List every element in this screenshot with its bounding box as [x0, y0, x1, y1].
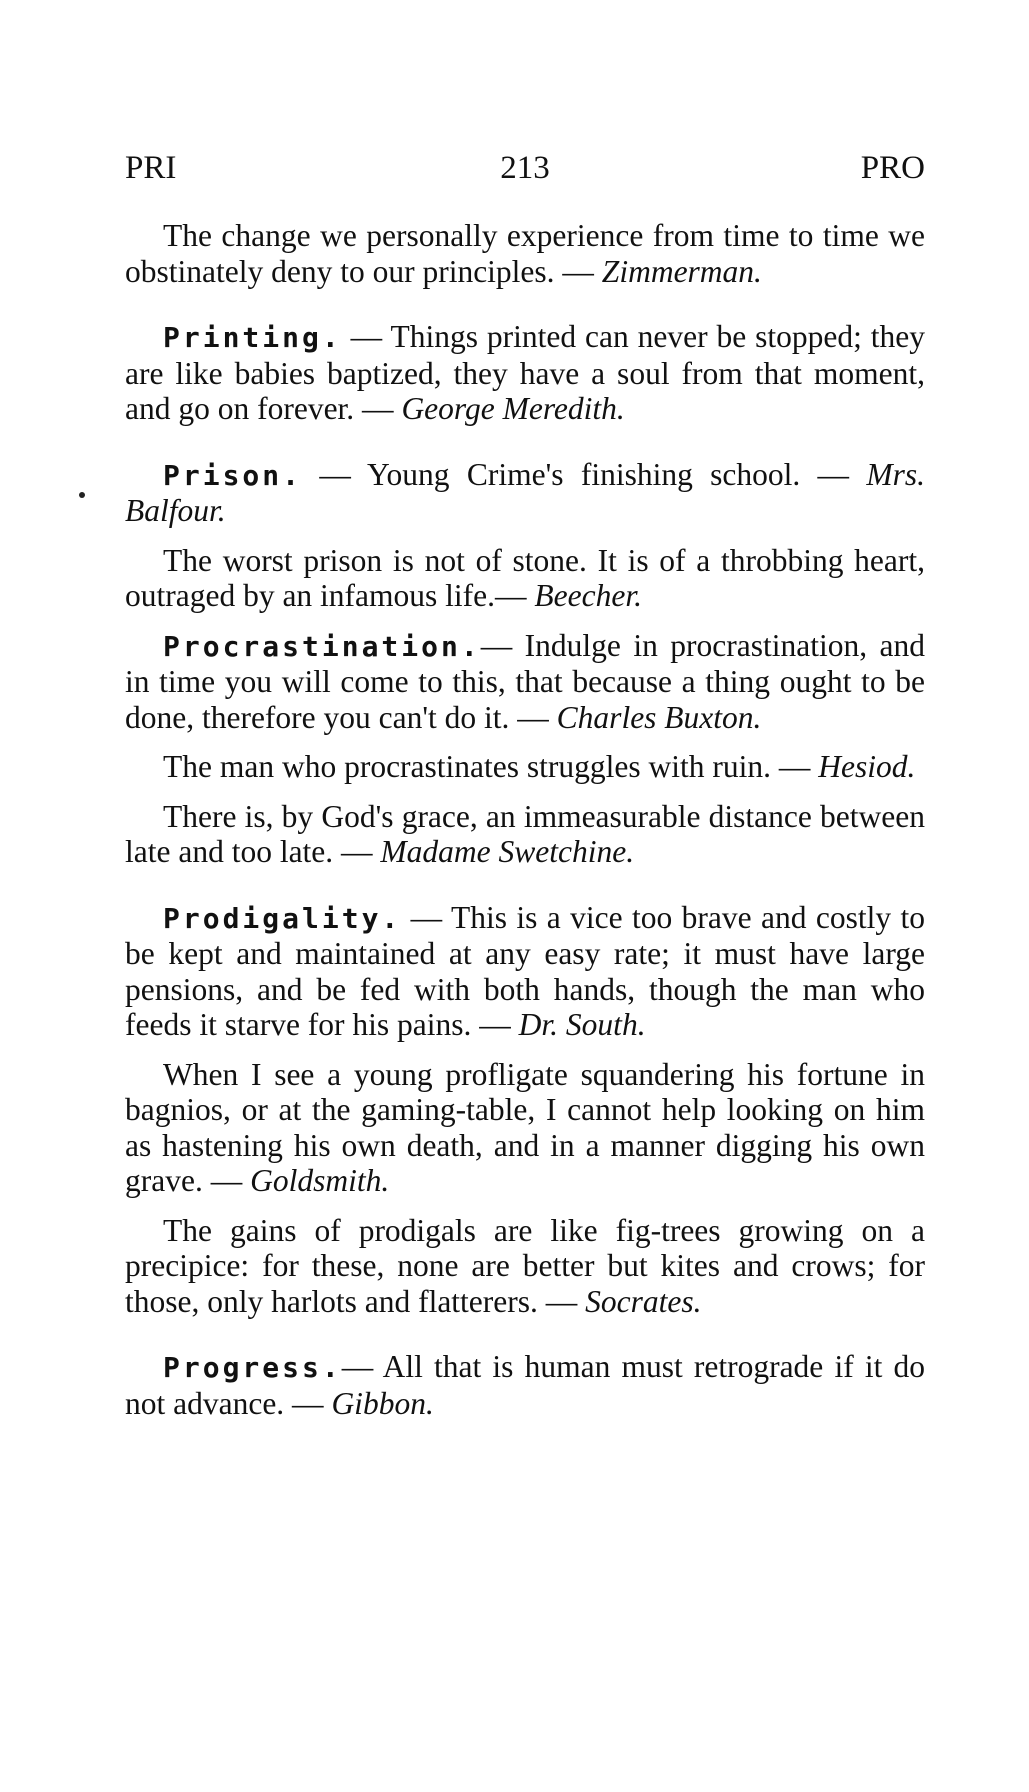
quote-entry — [125, 319, 925, 427]
quote-text: The change we personally experience from time to time we obstinately deny to our principles. — — [125, 218, 925, 289]
page-body — [125, 218, 925, 1421]
quote-entry — [125, 1213, 925, 1320]
quote-text: — Young Crime's finishing school. — — [302, 456, 850, 492]
page-number: 213 — [500, 150, 550, 186]
quote-entry — [125, 749, 925, 785]
quote-author: Gibbon. — [331, 1385, 434, 1421]
quote-entry — [125, 1057, 925, 1199]
quote-text: The man who procrastinates struggles with ruin. — — [163, 749, 811, 784]
quote-text: — All that is human must retrograde if it do not advance. — — [125, 1349, 925, 1421]
quote-author: Zimmerman. — [601, 253, 762, 289]
quote-text: — Things printed can never be stopped; they are like babies baptized, they have a soul from that moment, and go on forever. — — [125, 319, 925, 426]
quote-author: Hesiod. — [818, 749, 916, 784]
topic-heading: Progress. — [163, 1351, 342, 1384]
running-header — [125, 150, 925, 194]
topic-heading: Prison. — [163, 458, 303, 492]
quote-author: Mrs. Balfour. — [125, 456, 926, 528]
quote-text: There is, by God's grace, an immeasurable distance between late and too late. — — [125, 798, 925, 869]
quote-entry — [125, 799, 925, 870]
quote-entry — [125, 1349, 925, 1421]
quote-author: Dr. South. — [518, 1007, 646, 1042]
quote-author: Charles Buxton. — [556, 699, 762, 735]
topic-heading: Procrastination. — [163, 629, 481, 663]
quote-author: George Meredith. — [401, 391, 625, 426]
quote-author: Beecher. — [534, 578, 642, 613]
quote-entry — [125, 543, 925, 614]
ink-speck — [79, 492, 85, 498]
topic-heading: Prodigality. — [163, 901, 402, 935]
quote-text: — This is a vice too brave and costly to be kept and maintained at any easy rate; it must have large pensions, and be fed with both hands, though the man who feeds it starve for his pains. — — [125, 899, 925, 1042]
quote-entry — [125, 218, 925, 289]
quote-author: Socrates. — [585, 1283, 702, 1319]
quote-text: The gains of prodigals are like fig-trees growing on a precipice: for these, none are better but kites and crows; for those, only harlots and flatterers. — — [125, 1212, 925, 1319]
header-left-guideword: PRI — [125, 150, 177, 186]
quote-entry — [125, 628, 925, 736]
quote-entry — [125, 900, 925, 1043]
quote-author: Madame Swetchine. — [380, 834, 635, 869]
topic-heading: Printing. — [163, 321, 342, 354]
quote-text: When I see a young profligate squandering his fortune in bagnios, or at the gaming-table, I cannot help looking on him as hastening his own death, and in a manner digging his own grave. — — [125, 1056, 925, 1198]
header-right-guideword: PRO — [860, 150, 925, 186]
quote-entry — [125, 457, 925, 529]
quote-text: — Indulge in procrastination, and in time you will come to this, that because a thing ought to be done, therefore you can't do it. — — [125, 627, 925, 735]
quote-text: The worst prison is not of stone. It is of a throbbing heart, outraged by an infamous life.— — [125, 542, 925, 613]
quote-author: Goldsmith. — [250, 1163, 390, 1198]
